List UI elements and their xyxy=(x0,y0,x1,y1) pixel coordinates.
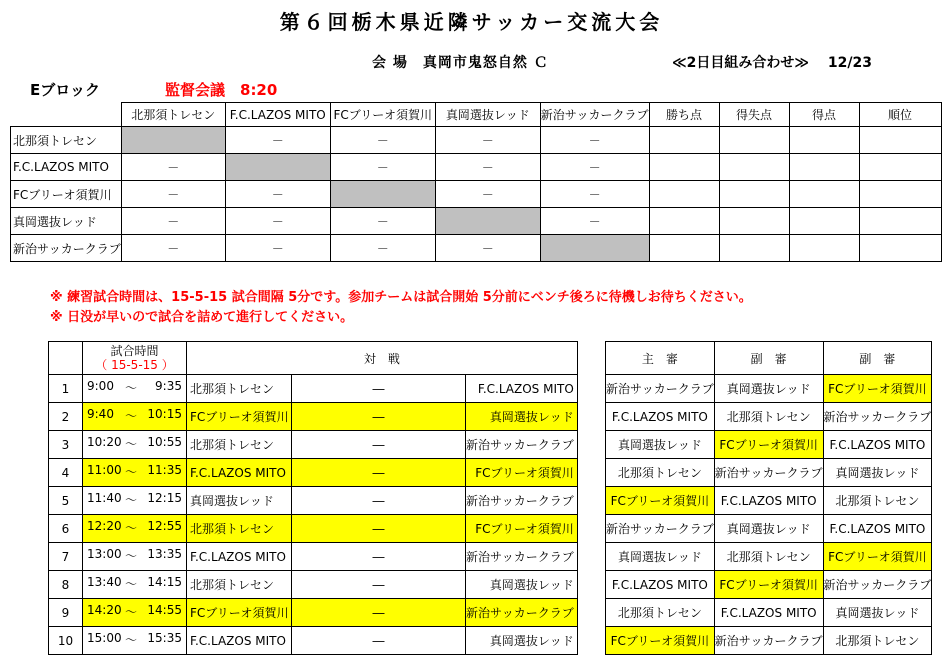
versus-dash: ― xyxy=(292,487,466,515)
match-end-time: 15:35 xyxy=(147,631,182,645)
away-team: 新治サッカークラブ xyxy=(466,431,578,459)
home-team: F.C.LAZOS MITO xyxy=(187,543,292,571)
away-team: FCブリーオ須賀川 xyxy=(466,459,578,487)
main-referee: 新治サッカークラブ xyxy=(606,515,715,543)
referee-header-row xyxy=(606,342,932,375)
league-col-header: 真岡選抜レッド xyxy=(435,103,540,127)
match-end-time: 14:15 xyxy=(147,575,182,589)
league-row-team: FCブリーオ須賀川 xyxy=(11,181,122,208)
assistant-referee: 真岡選抜レッド xyxy=(714,375,823,403)
match-start-time: 10:20 xyxy=(87,435,122,449)
league-table xyxy=(10,102,942,262)
match-row xyxy=(49,599,578,627)
away-team: 真岡選抜レッド xyxy=(466,571,578,599)
referee-header: 副 審 xyxy=(714,342,823,375)
league-cell xyxy=(789,208,859,235)
match-start-time: 9:00 xyxy=(87,379,114,393)
match-time xyxy=(83,403,187,431)
versus-dash: ― xyxy=(292,515,466,543)
league-cell: － xyxy=(225,208,330,235)
assistant-referee: 真岡選抜レッド xyxy=(714,515,823,543)
away-team: 新治サッカークラブ xyxy=(466,487,578,515)
league-cell: － xyxy=(121,181,225,208)
league-cell: － xyxy=(330,235,435,262)
home-team: 北那須トレセン xyxy=(187,375,292,403)
match-time xyxy=(83,571,187,599)
match-time-separator: ～ xyxy=(125,409,138,423)
match-number: 5 xyxy=(49,487,83,515)
match-number: 4 xyxy=(49,459,83,487)
match-time xyxy=(83,515,187,543)
league-cell xyxy=(719,181,789,208)
assistant-referee: F.C.LAZOS MITO xyxy=(714,487,823,515)
match-start-time: 14:20 xyxy=(87,603,122,617)
match-number: 9 xyxy=(49,599,83,627)
time-header-label: 試合時間 xyxy=(110,344,159,358)
league-cell: － xyxy=(435,127,540,154)
league-col-header: F.C.LAZOS MITO xyxy=(225,103,330,127)
referee-header: 主 審 xyxy=(606,342,715,375)
league-cell: － xyxy=(540,208,649,235)
match-row xyxy=(49,375,578,403)
match-header: 対 戦 xyxy=(187,342,578,375)
home-team: F.C.LAZOS MITO xyxy=(187,627,292,655)
venue-label: 会 場 真岡市鬼怒自然 Ｃ xyxy=(372,55,549,71)
home-team: F.C.LAZOS MITO xyxy=(187,459,292,487)
home-team: 北那須トレセン xyxy=(187,431,292,459)
away-team: F.C.LAZOS MITO xyxy=(466,375,578,403)
versus-dash: ― xyxy=(292,599,466,627)
league-cell xyxy=(649,154,719,181)
referee-table xyxy=(605,341,932,655)
match-end-time: 9:35 xyxy=(155,379,182,393)
league-cell: － xyxy=(540,127,649,154)
league-cell xyxy=(649,181,719,208)
assistant-referee: FCブリーオ須賀川 xyxy=(714,431,823,459)
match-time xyxy=(83,543,187,571)
match-header-row xyxy=(49,342,578,375)
league-cell xyxy=(649,208,719,235)
assistant-referee: 北那須トレセン xyxy=(823,487,932,515)
match-start-time: 15:00 xyxy=(87,631,122,645)
league-cell: － xyxy=(225,127,330,154)
league-row-team: 北那須トレセン xyxy=(11,127,122,154)
league-cell-self xyxy=(225,154,330,181)
referee-row xyxy=(606,403,932,431)
block-name: Eブロック xyxy=(30,81,100,99)
league-cell: － xyxy=(435,235,540,262)
match-start-time: 11:00 xyxy=(87,463,122,477)
match-number: 8 xyxy=(49,571,83,599)
referee-row xyxy=(606,375,932,403)
league-col-header: FCブリーオ須賀川 xyxy=(330,103,435,127)
match-row xyxy=(49,431,578,459)
main-referee: FCブリーオ須賀川 xyxy=(606,487,715,515)
assistant-referee: 北那須トレセン xyxy=(714,403,823,431)
match-start-time: 12:20 xyxy=(87,519,122,533)
match-time-separator: ～ xyxy=(125,549,138,563)
time-header xyxy=(83,342,187,375)
note-sunset: ※ 日没が早いので試合を詰めて進行してください。 xyxy=(50,310,354,325)
match-end-time: 12:55 xyxy=(147,519,182,533)
league-cell xyxy=(649,235,719,262)
league-cell: － xyxy=(330,154,435,181)
league-row-team: 新治サッカークラブ xyxy=(11,235,122,262)
league-col-header: 得点 xyxy=(789,103,859,127)
league-row-team: F.C.LAZOS MITO xyxy=(11,154,122,181)
versus-dash: ― xyxy=(292,571,466,599)
match-number: 7 xyxy=(49,543,83,571)
versus-dash: ― xyxy=(292,403,466,431)
main-referee: 北那須トレセン xyxy=(606,599,715,627)
assistant-referee: F.C.LAZOS MITO xyxy=(823,431,932,459)
assistant-referee: F.C.LAZOS MITO xyxy=(823,515,932,543)
main-referee: 真岡選抜レッド xyxy=(606,543,715,571)
meeting-time: 監督会議 8:20 xyxy=(165,81,278,99)
league-header-row xyxy=(11,103,942,127)
away-team: FCブリーオ須賀川 xyxy=(466,515,578,543)
match-no-header xyxy=(49,342,83,375)
match-start-time: 9:40 xyxy=(87,407,114,421)
league-cell: － xyxy=(540,181,649,208)
referee-row xyxy=(606,599,932,627)
referee-row xyxy=(606,571,932,599)
main-referee: 新治サッカークラブ xyxy=(606,375,715,403)
page-title: 第６回栃木県近隣サッカー交流大会 xyxy=(279,10,664,34)
match-end-time: 13:35 xyxy=(147,547,182,561)
assistant-referee: FCブリーオ須賀川 xyxy=(823,375,932,403)
league-corner xyxy=(11,103,122,127)
league-cell xyxy=(859,154,941,181)
league-row xyxy=(11,154,942,181)
match-row xyxy=(49,627,578,655)
match-time-separator: ～ xyxy=(125,577,138,591)
referee-row xyxy=(606,459,932,487)
assistant-referee: 新治サッカークラブ xyxy=(714,459,823,487)
note-practice-time: ※ 練習試合時間は、15-5-15 試合間隔 5分です。参加チームは試合開始 5分前にベンチ後ろに待機しお待ちください。 xyxy=(50,290,752,305)
match-row xyxy=(49,459,578,487)
versus-dash: ― xyxy=(292,375,466,403)
league-row xyxy=(11,208,942,235)
league-row xyxy=(11,181,942,208)
league-col-header: 勝ち点 xyxy=(649,103,719,127)
assistant-referee: 新治サッカークラブ xyxy=(823,403,932,431)
day-info-label: ≪2日目組み合わせ≫ 12/23 xyxy=(672,55,873,71)
match-end-time: 11:35 xyxy=(147,463,182,477)
assistant-referee: 真岡選抜レッド xyxy=(823,459,932,487)
match-time xyxy=(83,599,187,627)
league-cell xyxy=(649,127,719,154)
away-team: 新治サッカークラブ xyxy=(466,599,578,627)
assistant-referee: 北那須トレセン xyxy=(823,627,932,655)
match-time-separator: ～ xyxy=(125,437,138,451)
league-cell-self xyxy=(435,208,540,235)
referee-header: 副 審 xyxy=(823,342,932,375)
league-cell xyxy=(719,235,789,262)
league-cell: － xyxy=(330,127,435,154)
league-cell xyxy=(789,127,859,154)
match-time-separator: ～ xyxy=(125,381,138,395)
main-referee: 真岡選抜レッド xyxy=(606,431,715,459)
league-cell: － xyxy=(330,208,435,235)
referee-row xyxy=(606,431,932,459)
assistant-referee: 新治サッカークラブ xyxy=(823,571,932,599)
league-cell: － xyxy=(121,154,225,181)
league-cell: － xyxy=(435,154,540,181)
match-time-separator: ～ xyxy=(125,521,138,535)
match-start-time: 11:40 xyxy=(87,491,122,505)
main-referee: F.C.LAZOS MITO xyxy=(606,571,715,599)
main-referee: 北那須トレセン xyxy=(606,459,715,487)
match-start-time: 13:40 xyxy=(87,575,122,589)
match-row xyxy=(49,403,578,431)
home-team: FCブリーオ須賀川 xyxy=(187,403,292,431)
match-row xyxy=(49,487,578,515)
league-col-header: 得失点 xyxy=(719,103,789,127)
home-team: FCブリーオ須賀川 xyxy=(187,599,292,627)
referee-row xyxy=(606,515,932,543)
match-number: 2 xyxy=(49,403,83,431)
away-team: 真岡選抜レッド xyxy=(466,403,578,431)
match-row xyxy=(49,571,578,599)
league-col-header: 新治サッカークラブ xyxy=(540,103,649,127)
versus-dash: ― xyxy=(292,543,466,571)
match-number: 3 xyxy=(49,431,83,459)
match-time xyxy=(83,627,187,655)
versus-dash: ― xyxy=(292,459,466,487)
league-cell xyxy=(719,154,789,181)
away-team: 真岡選抜レッド xyxy=(466,627,578,655)
match-time-separator: ～ xyxy=(125,633,138,647)
referee-row xyxy=(606,543,932,571)
match-number: 10 xyxy=(49,627,83,655)
league-cell-self xyxy=(121,127,225,154)
match-end-time: 10:55 xyxy=(147,435,182,449)
referee-row xyxy=(606,627,932,655)
league-cell: － xyxy=(121,235,225,262)
match-number: 6 xyxy=(49,515,83,543)
league-cell xyxy=(859,181,941,208)
away-team: 新治サッカークラブ xyxy=(466,543,578,571)
versus-dash: ― xyxy=(292,627,466,655)
match-row xyxy=(49,543,578,571)
league-cell: － xyxy=(540,154,649,181)
league-row xyxy=(11,235,942,262)
home-team: 北那須トレセン xyxy=(187,571,292,599)
match-number: 1 xyxy=(49,375,83,403)
league-cell-self xyxy=(540,235,649,262)
match-row xyxy=(49,515,578,543)
league-row xyxy=(11,127,942,154)
league-cell xyxy=(719,127,789,154)
match-end-time: 14:55 xyxy=(147,603,182,617)
match-schedule-table xyxy=(48,341,578,655)
league-cell xyxy=(859,127,941,154)
match-time xyxy=(83,487,187,515)
match-time-separator: ～ xyxy=(125,493,138,507)
time-header-format: （ 15-5-15 ） xyxy=(95,358,174,372)
assistant-referee: F.C.LAZOS MITO xyxy=(714,599,823,627)
assistant-referee: 北那須トレセン xyxy=(714,543,823,571)
assistant-referee: 新治サッカークラブ xyxy=(714,627,823,655)
league-cell: － xyxy=(121,208,225,235)
league-cell xyxy=(789,181,859,208)
league-cell xyxy=(789,235,859,262)
home-team: 真岡選抜レッド xyxy=(187,487,292,515)
league-col-header: 順位 xyxy=(859,103,941,127)
league-cell xyxy=(859,208,941,235)
match-time xyxy=(83,375,187,403)
league-cell xyxy=(789,154,859,181)
assistant-referee: 真岡選抜レッド xyxy=(823,599,932,627)
match-time xyxy=(83,431,187,459)
league-col-header: 北那須トレセン xyxy=(121,103,225,127)
versus-dash: ― xyxy=(292,431,466,459)
league-row-team: 真岡選抜レッド xyxy=(11,208,122,235)
league-cell: － xyxy=(435,181,540,208)
assistant-referee: FCブリーオ須賀川 xyxy=(714,571,823,599)
league-cell: － xyxy=(225,235,330,262)
assistant-referee: FCブリーオ須賀川 xyxy=(823,543,932,571)
match-end-time: 10:15 xyxy=(147,407,182,421)
match-time-separator: ～ xyxy=(125,465,138,479)
main-referee: FCブリーオ須賀川 xyxy=(606,627,715,655)
league-cell: － xyxy=(225,181,330,208)
match-time xyxy=(83,459,187,487)
main-referee: F.C.LAZOS MITO xyxy=(606,403,715,431)
league-cell xyxy=(719,208,789,235)
league-cell xyxy=(859,235,941,262)
league-cell-self xyxy=(330,181,435,208)
match-time-separator: ～ xyxy=(125,605,138,619)
match-end-time: 12:15 xyxy=(147,491,182,505)
home-team: 北那須トレセン xyxy=(187,515,292,543)
referee-row xyxy=(606,487,932,515)
match-start-time: 13:00 xyxy=(87,547,122,561)
